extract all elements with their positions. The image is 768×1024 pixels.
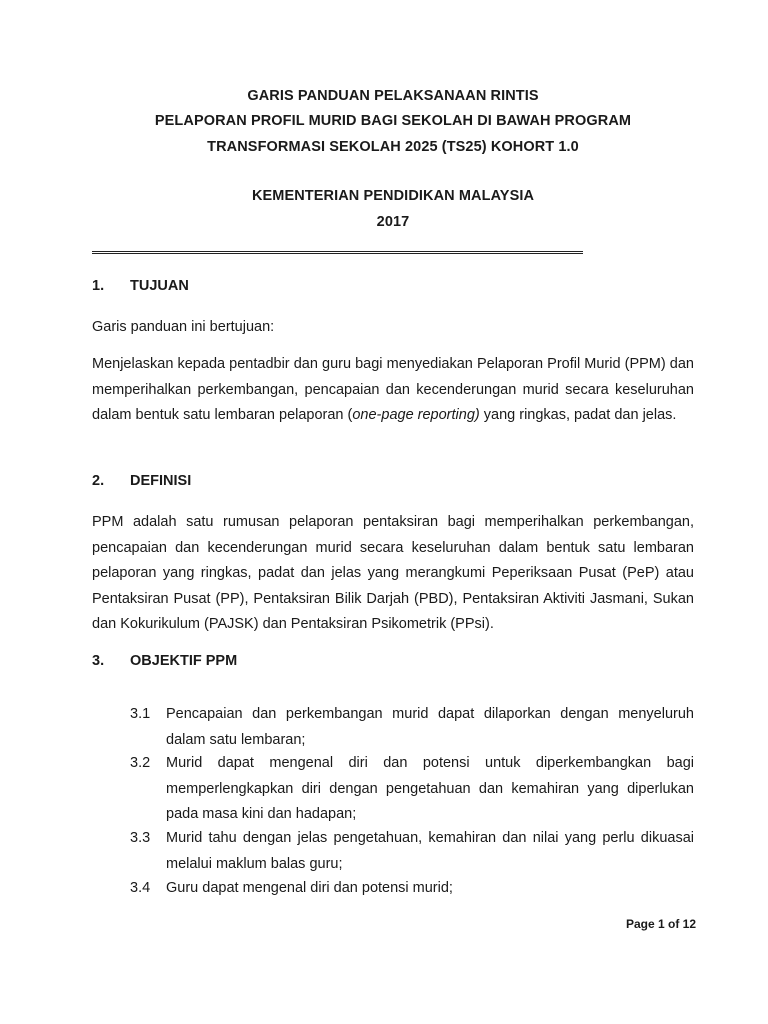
objective-item-text: Guru dapat mengenal diri dan potensi murid;	[166, 880, 453, 896]
section-2-title: DEFINISI	[130, 473, 192, 489]
objective-item	[130, 751, 694, 828]
objective-item-text: Pencapaian dan perkembangan murid dapat dilaporkan dengan menyeluruh dalam satu lembaran;	[166, 706, 694, 748]
document-year: 2017	[376, 214, 410, 230]
objective-item-text: Murid dapat mengenal diri dan potensi untuk diperkembangkan bagi memperlengkapkan diri dengan pengetahuan dan kemahiran yang diperlukan pada masa kini dan hadapan;	[166, 755, 694, 822]
objective-item	[130, 826, 694, 877]
page-number: Page 1 of 12	[625, 917, 696, 931]
document-title-line-2: PELAPORAN PROFIL MURID BAGI SEKOLAH DI BAWAH PROGRAM	[154, 113, 632, 129]
section-2-number: 2.	[92, 473, 105, 489]
section-1-title: TUJUAN	[130, 278, 189, 294]
objective-item-number: 3.4	[130, 880, 151, 896]
section-2-paragraph: PPM adalah satu rumusan pelaporan pentaksiran bagi memperihalkan perkembangan, pencapaian dan kecenderungan murid secara keseluruhan dalam bentuk satu lembaran pelaporan yang ringkas, padat dan jelas yang merangkumi Peperiksaan Pusat (PeP) atau Pentaksiran Pusat (PP), Pentaksiran Bilik Darjah (PBD), Pentaksiran Aktiviti Jasmani, Sukan dan Kokurikulum (PAJSK) dan Pentaksiran Psikometrik (PPsi).	[92, 514, 694, 632]
objective-item	[130, 702, 694, 753]
section-1-paragraph	[92, 352, 694, 429]
objective-item-number: 3.2	[130, 755, 151, 771]
objective-item-number: 3.1	[130, 706, 151, 722]
objective-item-number: 3.3	[130, 830, 151, 846]
section-2-heading	[92, 473, 191, 489]
objective-item-text: Murid tahu dengan jelas pengetahuan, kemahiran dan nilai yang perlu dikuasai melalui maklum balas guru;	[166, 830, 694, 872]
section-3-number: 3.	[92, 653, 105, 669]
section-1-paragraph-end: yang ringkas, padat dan jelas.	[479, 407, 677, 423]
document-title-line-3: TRANSFORMASI SEKOLAH 2025 (TS25) KOHORT 1.0	[207, 139, 579, 155]
section-1-number: 1.	[92, 278, 105, 294]
objective-item	[130, 876, 694, 902]
section-1-paragraph-italic: one-page reporting)	[352, 407, 480, 423]
section-1-paragraph-text: Menjelaskan kepada pentadbir dan guru bagi menyediakan Pelaporan Profil Murid (PPM) dan memperihalkan perkembangan, pencapaian dan kecenderungan murid secara keseluruhan dalam bentuk satu lembaran pelaporan (	[92, 356, 694, 423]
ministry-name: KEMENTERIAN PENDIDIKAN MALAYSIA	[251, 188, 535, 204]
title-divider	[92, 251, 583, 254]
section-1-intro: Garis panduan ini bertujuan:	[92, 319, 275, 335]
section-3-title: OBJEKTIF PPM	[130, 653, 238, 669]
section-3-heading	[92, 653, 237, 669]
section-1-heading	[92, 278, 189, 294]
document-title-line-1: GARIS PANDUAN PELAKSANAAN RINTIS	[247, 88, 539, 104]
